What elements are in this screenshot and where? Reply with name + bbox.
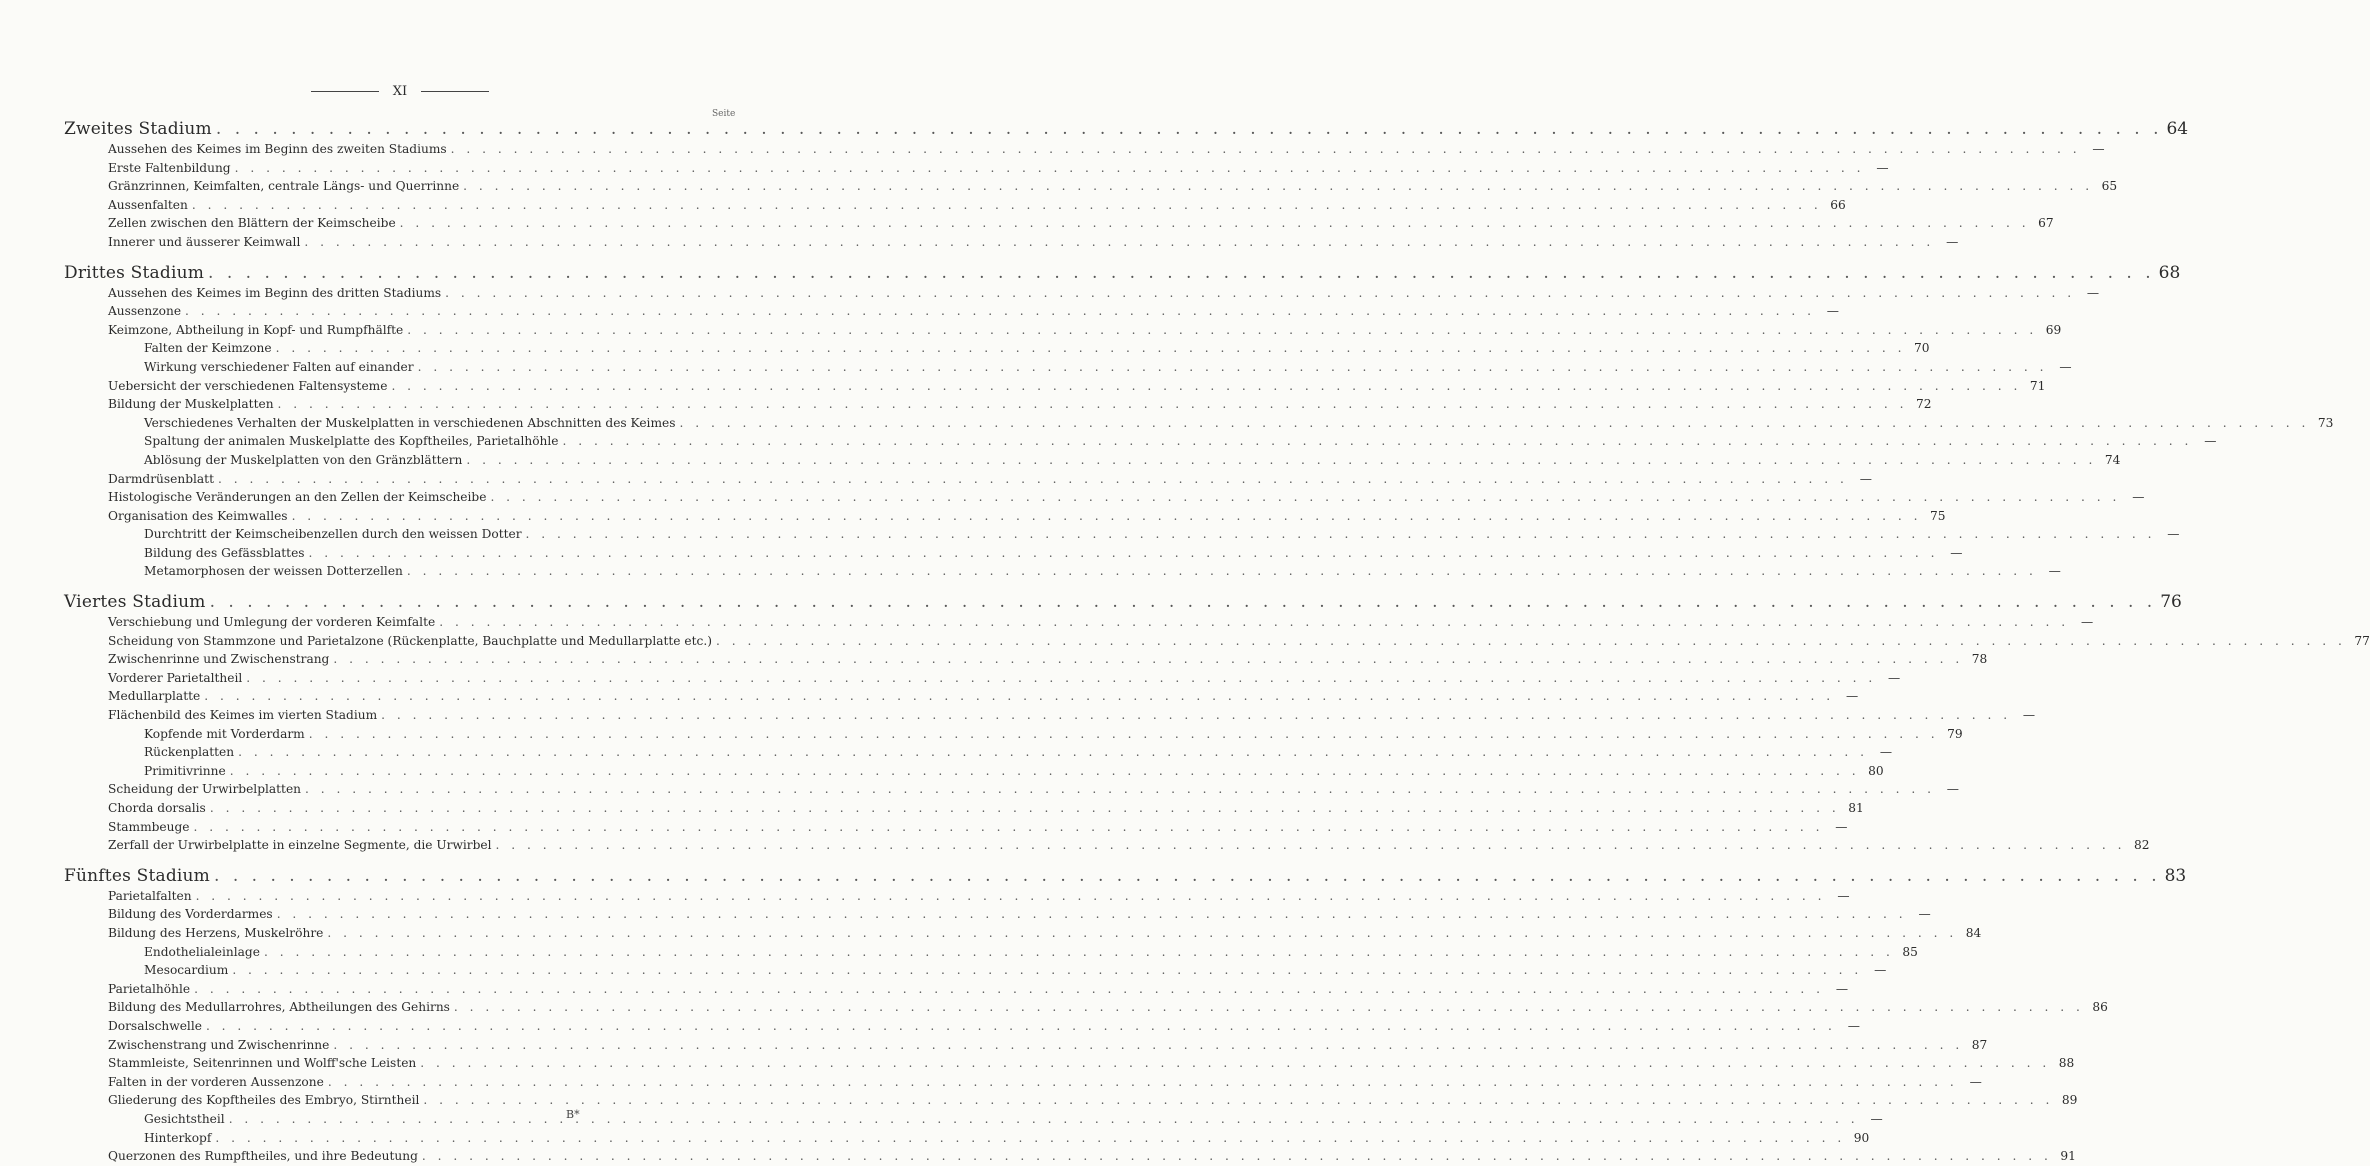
leader-dots [225, 1110, 1863, 1129]
page-ref: — [1845, 689, 1859, 704]
toc-entry-text: Erste Faltenbildung [108, 160, 231, 175]
toc-entry-text: Aussehen des Keimes im Beginn des zweiten Stadiums [108, 142, 447, 156]
page-ref: — [1950, 545, 1963, 560]
page-ref: 65 [2101, 179, 2118, 194]
page-ref: 66 [1830, 197, 1846, 212]
section-heading-text: Zweites Stadium [64, 119, 212, 139]
leader-dots [450, 998, 2088, 1017]
toc-section [64, 591, 2370, 855]
leader-dots [441, 284, 2079, 303]
page-ref: 78 [1971, 652, 1988, 667]
page-ref: 71 [2029, 378, 2046, 393]
toc-entry [64, 488, 2145, 507]
toc-entry [64, 214, 2054, 233]
toc-entry [64, 525, 2180, 544]
page-ref: — [1859, 471, 1872, 486]
leader-dots [192, 887, 1830, 906]
page-ref: — [2204, 434, 2217, 449]
signature-mark: B* [566, 1108, 580, 1121]
toc-entry-text: Zwischenrinne und Zwischenstrang [108, 652, 330, 667]
page-ref: — [1946, 782, 1959, 797]
page-ref: 90 [1853, 1130, 1870, 1145]
leader-dots [305, 544, 1943, 563]
leader-dots [226, 762, 1864, 781]
page-ref: 70 [1914, 341, 1930, 356]
page-ref: 86 [2092, 1000, 2108, 1015]
leader-dots [214, 470, 1852, 489]
toc-entry [64, 339, 1930, 358]
toc-entry-text: Flächenbild des Keimes im vierten Stadium [108, 708, 378, 723]
toc-entry [64, 507, 1946, 526]
leader-dots [206, 591, 2161, 613]
toc-entry [64, 1054, 2075, 1073]
page-ref: 64 [2166, 119, 2189, 139]
toc-entry [64, 687, 1859, 706]
leader-dots [387, 377, 2025, 396]
toc-entry [64, 302, 1839, 321]
page-ref: — [1946, 234, 1959, 249]
page-ref: — [1870, 1111, 1883, 1126]
toc-entry-text: Rückenplatten [144, 745, 235, 760]
page-ref: 68 [2158, 262, 2181, 283]
toc-entry [64, 562, 2061, 581]
page-ref: 74 [2104, 452, 2121, 467]
toc-entry [64, 943, 1918, 962]
toc-entry [64, 613, 2094, 632]
toc-entry [64, 321, 2062, 340]
toc-entry-text: Ablösung der Muskelplatten von den Gränzblättern [144, 452, 463, 467]
leader-dots [228, 961, 1866, 980]
toc-entry-text: Gränzrinnen, Keimfalten, centrale Längs- und Querrinne [108, 179, 460, 194]
leader-dots [418, 1147, 2056, 1166]
toc-entry-text: Organisation des Keimwalles [108, 508, 288, 523]
toc-entry-text: Primitivrinne [144, 763, 226, 778]
leader-dots [324, 1073, 1962, 1092]
page-ref: 75 [1929, 508, 1946, 523]
toc-entry [64, 177, 2118, 196]
toc-entry-text: Zerfall der Urwirbelplatte in einzelne Segmente, die Urwirbel [108, 838, 492, 853]
page-ref: — [1969, 1074, 1982, 1089]
toc-entry-text: Falten in der vorderen Aussenzone [108, 1074, 324, 1089]
toc-entry-text: Bildung der Muskelplatten [108, 397, 274, 412]
page-header [0, 84, 800, 99]
leader-dots [396, 214, 2034, 233]
toc-entry-text: Scheidung von Stammzone und Parietalzone (Rückenplatte, Bauchplatte und Medullarplatte etc.) [108, 633, 712, 648]
leader-dots [242, 669, 1880, 688]
leader-dots [462, 451, 2100, 470]
toc-entry [64, 196, 1846, 215]
toc-entry [64, 924, 1982, 943]
toc-entry-text: Bildung des Medullarrohres, Abtheilungen des Gehirns [108, 1000, 450, 1015]
page-ref: 77 [2354, 633, 2370, 648]
toc-entry-text: Scheidung der Urwirbelplatten [108, 782, 302, 797]
seite-label: Seite [712, 109, 736, 119]
toc-entry [64, 1091, 2078, 1110]
leader-dots [329, 1036, 1967, 1055]
leader-dots [323, 924, 1961, 943]
toc-entry [64, 451, 2121, 470]
toc-entry-text: Kopfende mit Vorderdarm [144, 726, 305, 741]
page-ref: — [2092, 142, 2105, 156]
leader-dots [419, 1091, 2057, 1110]
page-ref: — [2022, 708, 2036, 723]
leader-dots [288, 507, 1926, 526]
page-ref: — [2080, 615, 2094, 630]
page-ref: — [1835, 819, 1848, 834]
leader-dots [377, 706, 2015, 725]
toc-entry-text: Aussenfalten [108, 197, 188, 212]
toc-entry [64, 818, 1848, 837]
toc-entry-text: Bildung des Gefässblattes [144, 545, 305, 560]
toc-entry [64, 233, 1959, 252]
page-number: XI [392, 84, 408, 99]
toc-entry [64, 980, 1849, 999]
toc-entry-text: Vorderer Parietaltheil [108, 670, 243, 685]
toc-entry [64, 1073, 1982, 1092]
leader-dots [414, 358, 2052, 377]
toc-entry-text: Parietalhöhle [108, 981, 191, 996]
leader-dots [211, 1129, 1849, 1148]
toc-entry [64, 544, 1963, 563]
toc-entry-text: Durchtritt der Keimscheibenzellen durch den weissen Dotter [144, 527, 522, 542]
leader-dots [273, 905, 1911, 924]
toc-entry [64, 998, 2108, 1017]
toc-entry [64, 961, 1887, 980]
toc-entry-text: Stammbeuge [108, 819, 190, 834]
toc-entry [64, 1110, 1883, 1129]
leader-dots [300, 233, 1938, 252]
page-ref: 91 [2060, 1149, 2076, 1164]
page-ref: — [2059, 359, 2072, 374]
page-ref: 80 [1868, 763, 1884, 778]
page-ref: — [2086, 285, 2100, 300]
page-ref: — [1847, 1018, 1860, 1033]
page-ref: 76 [2160, 592, 2182, 613]
page-ref: — [1879, 745, 1893, 760]
leader-dots [301, 780, 1939, 799]
toc-entry [64, 669, 1901, 688]
toc-entry [64, 887, 1850, 906]
toc-entry-text: Bildung des Herzens, Muskelröhre [108, 925, 324, 940]
page-ref: 67 [2038, 216, 2054, 231]
leader-dots [559, 432, 2197, 451]
leader-dots [210, 865, 2165, 887]
page-ref: — [1918, 907, 1931, 922]
leader-dots [712, 632, 2350, 651]
toc-entry-text: Gliederung des Kopftheiles des Embryo, Stirntheil [108, 1093, 420, 1108]
leader-dots [181, 302, 1819, 321]
toc-entry-text: Spaltung der animalen Muskelplatte des Kopftheiles, Parietalhöhle [144, 434, 559, 449]
toc-entry [64, 836, 2150, 855]
leader-dots [190, 980, 1828, 999]
section-heading-text: Viertes Stadium [64, 592, 206, 613]
leader-dots [435, 613, 2073, 632]
leader-dots [204, 262, 2159, 284]
toc-entry [64, 780, 1959, 799]
leader-dots [200, 687, 1838, 706]
leader-dots [212, 118, 2167, 140]
section-heading [64, 118, 2189, 140]
toc-entry-text: Parietalfalten [108, 888, 192, 903]
toc-entry-text: Zellen zwischen den Blättern der Keimscheibe [108, 216, 396, 231]
toc-entry [64, 1147, 2076, 1166]
page-ref: — [1835, 981, 1849, 996]
section-heading [64, 591, 2182, 613]
leader-dots [492, 836, 2130, 855]
leader-dots [274, 395, 1912, 414]
toc-entry [64, 395, 1932, 414]
leader-dots [202, 1017, 1840, 1036]
page-ref: 84 [1965, 925, 1982, 940]
toc-entry-text: Wirkung verschiedener Falten auf einander [144, 359, 414, 374]
section-heading [64, 865, 2187, 887]
toc-entry-text: Dorsalschwelle [108, 1018, 202, 1033]
page-ref: — [2167, 527, 2180, 542]
toc-entry [64, 1129, 1870, 1148]
page-ref: 82 [2133, 838, 2150, 853]
section-gap [64, 855, 714, 865]
leader-dots [234, 743, 1872, 762]
toc-entry [64, 632, 2370, 651]
toc-entry [64, 358, 2072, 377]
leader-dots [206, 799, 1844, 818]
toc-section [64, 118, 2189, 252]
toc-entry-text: Histologische Veränderungen an den Zellen der Keimscheibe [108, 490, 487, 505]
page-ref: 83 [2164, 865, 2187, 886]
toc-entry [64, 762, 1884, 781]
toc-entry-text: Hinterkopf [144, 1130, 212, 1145]
toc-entry [64, 159, 1889, 178]
toc-section [64, 262, 2334, 582]
leader-dots [403, 562, 2041, 581]
leader-dots [403, 321, 2041, 340]
table-of-contents [64, 118, 2370, 1166]
toc-entry-text: Querzonen des Rumpftheiles, und ihre Bedeutung [108, 1149, 418, 1164]
page-ref: 88 [2058, 1056, 2075, 1071]
leader-dots [260, 943, 1898, 962]
page-ref: — [2132, 490, 2145, 505]
header-rule-right [421, 91, 489, 92]
toc-entry-text: Chorda dorsalis [108, 801, 206, 815]
section-heading-text: Drittes Stadium [64, 262, 205, 283]
toc-entry [64, 1017, 1860, 1036]
toc-entry-text: Bildung des Vorderdarmes [108, 907, 273, 922]
leader-dots [447, 140, 2085, 159]
page-ref: 87 [1971, 1037, 1988, 1052]
leader-dots [459, 177, 2097, 196]
page-ref: 81 [1848, 801, 1864, 815]
toc-entry-text: Aussenzone [108, 304, 182, 319]
page-ref: — [1837, 888, 1850, 903]
page-ref: — [1876, 160, 1889, 175]
toc-entry [64, 470, 1872, 489]
leader-dots [675, 414, 2313, 433]
leader-dots [272, 339, 1910, 358]
page-ref: — [1874, 963, 1887, 978]
toc-entry [64, 650, 1988, 669]
toc-entry [64, 725, 1963, 744]
toc-entry [64, 799, 1864, 818]
toc-entry-text: Zwischenstrang und Zwischenrinne [108, 1037, 330, 1052]
toc-entry [64, 140, 2105, 159]
toc-entry-text: Endothelialeinlage [144, 944, 260, 959]
page-ref: — [1888, 670, 1901, 685]
leader-dots [522, 525, 2160, 544]
toc-section [64, 865, 2187, 1166]
toc-entry-text: Uebersicht der verschiedenen Faltensysteme [108, 378, 388, 393]
toc-entry [64, 284, 2100, 303]
toc-entry [64, 432, 2217, 451]
page-ref: 79 [1947, 726, 1963, 741]
leader-dots [329, 650, 1967, 669]
page-ref: — [1826, 304, 1839, 319]
toc-entry-text: Keimzone, Abtheilung in Kopf- und Rumpfhälfte [108, 322, 404, 337]
page-ref: — [2048, 564, 2061, 579]
leader-dots [486, 488, 2124, 507]
toc-entry [64, 1036, 1988, 1055]
toc-entry-text: Metamorphosen der weissen Dotterzellen [144, 564, 403, 579]
section-heading-text: Fünftes Stadium [64, 865, 211, 886]
page-ref: 85 [1902, 944, 1918, 959]
toc-entry-text: Darmdrüsenblatt [108, 471, 214, 486]
page-ref: 89 [2061, 1093, 2078, 1108]
section-gap [64, 581, 714, 591]
leader-dots [416, 1054, 2054, 1073]
leader-dots [231, 159, 1869, 178]
toc-entry [64, 743, 1893, 762]
toc-entry [64, 905, 1931, 924]
header-rule-left [311, 91, 379, 92]
toc-entry-text: Aussehen des Keimes im Beginn des dritten Stadiums [108, 285, 442, 300]
toc-entry-text: Falten der Keimzone [144, 341, 272, 356]
toc-entry [64, 414, 2334, 433]
page-ref: 69 [2045, 322, 2062, 337]
toc-entry [64, 377, 2046, 396]
toc-entry [64, 706, 2036, 725]
toc-entry-text: Verschiedenes Verhalten der Muskelplatten in verschiedenen Abschnitten des Keimes [144, 415, 676, 430]
toc-entry-text: Verschiebung und Umlegung der vorderen Keimfalte [108, 615, 436, 630]
leader-dots [188, 196, 1826, 215]
toc-entry-text: Mesocardium [144, 963, 229, 978]
toc-entry-text: Gesichtstheil [144, 1111, 225, 1126]
toc-entry-text: Innerer und äusserer Keimwall [108, 234, 301, 249]
section-heading [64, 262, 2181, 284]
toc-entry-text: Stammleiste, Seitenrinnen und Wolff'sche Leisten [108, 1056, 417, 1071]
leader-dots [190, 818, 1828, 837]
section-gap [64, 252, 714, 262]
page-ref: 73 [2317, 415, 2334, 430]
leader-dots [305, 725, 1943, 744]
toc-entry-text: Medullarplatte [108, 689, 201, 704]
page-ref: 72 [1915, 397, 1932, 412]
